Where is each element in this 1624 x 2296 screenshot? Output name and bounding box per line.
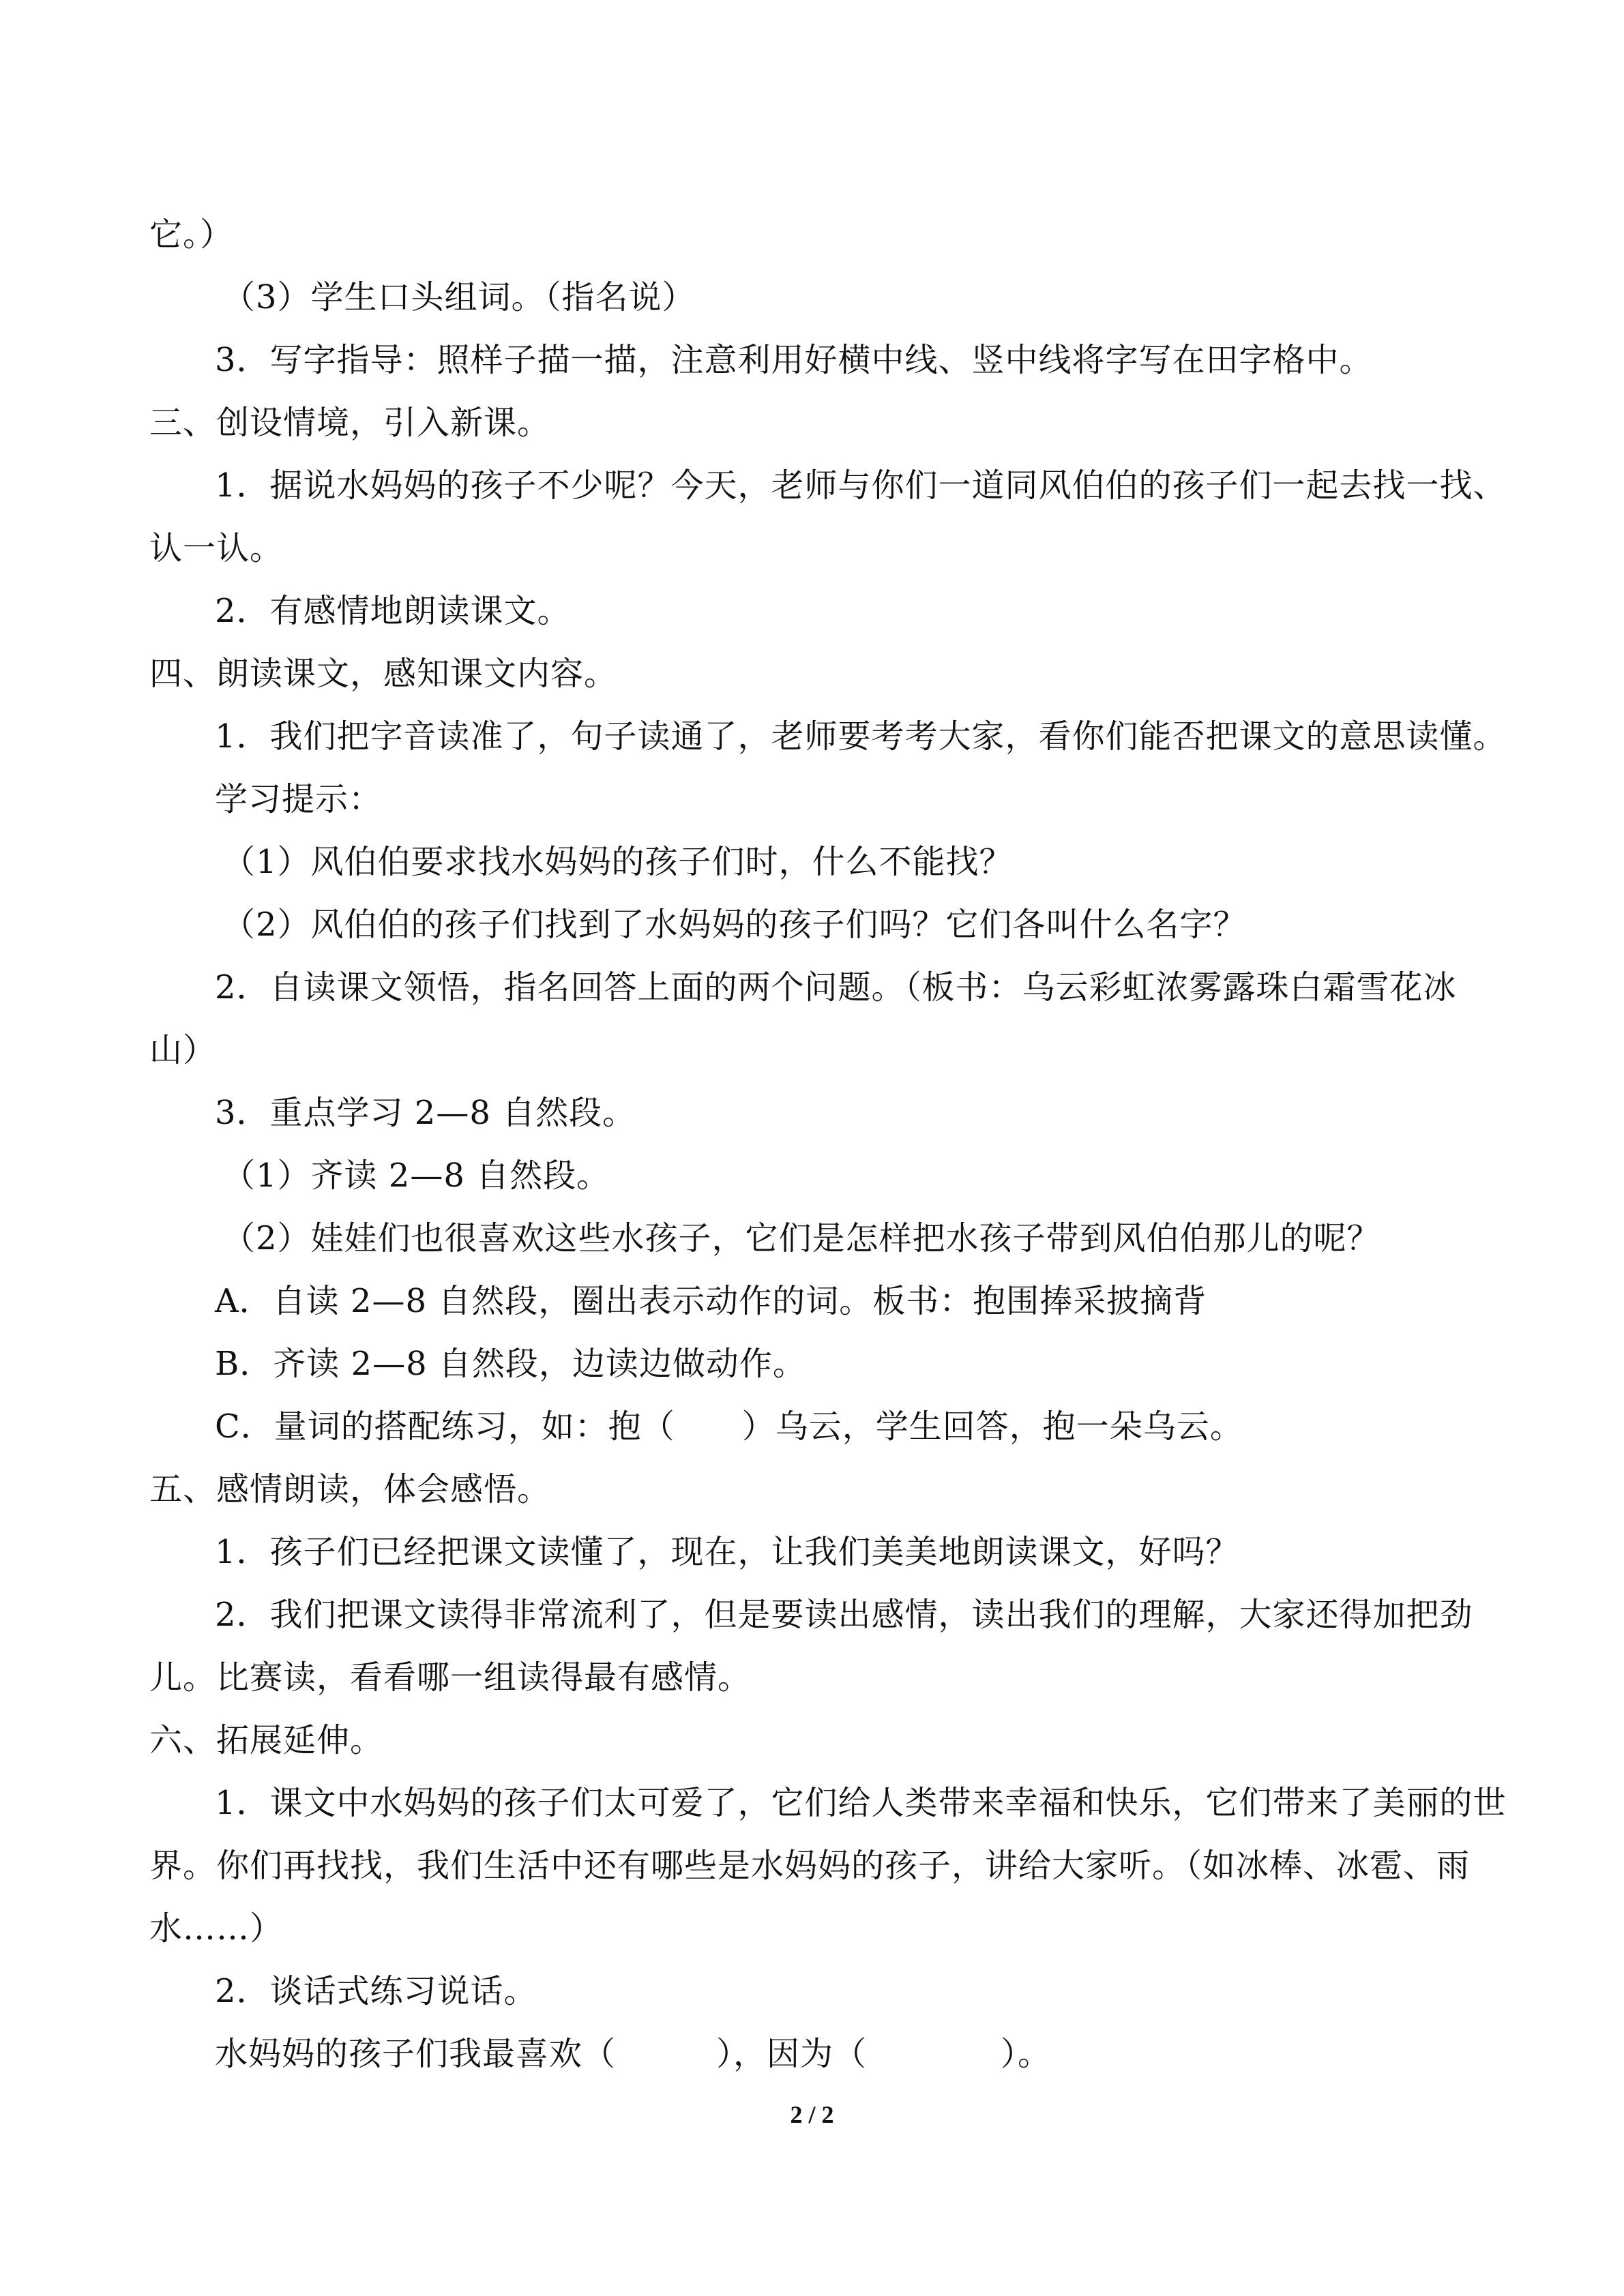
text-line: 1．据说水妈妈的孩子不少呢？今天，老师与你们一道同风伯伯的孩子们一起去找一找、 [215, 466, 1507, 505]
text-line: （2）娃娃们也很喜欢这些水孩子，它们是怎样把水孩子带到风伯伯那儿的呢？ [222, 1219, 1381, 1257]
text-line: B．齐读 2—8 自然段，边读边做动作。 [215, 1345, 806, 1383]
text-line: 山） [149, 1031, 217, 1069]
page-number: 2 / 2 [790, 2101, 834, 2128]
text-line: 1．课文中水妈妈的孩子们太可爱了，它们给人类带来幸福和快乐，它们带来了美丽的世 [215, 1784, 1507, 1822]
text-line: 3．重点学习 2—8 自然段。 [215, 1094, 636, 1132]
text-line: 水……） [149, 1909, 284, 1948]
text-line: （3）学生口头组词。（指名说） [222, 278, 696, 316]
text-line: （1）齐读 2—8 自然段。 [222, 1157, 610, 1195]
text-line: （1）风伯伯要求找水妈妈的孩子们时，什么不能找？ [222, 843, 1013, 881]
text-line: 四、朗读课文，感知课文内容。 [149, 655, 618, 693]
text-line: 2．自读课文领悟，指名回答上面的两个问题。（板书：乌云彩虹浓雾露珠白霜雪花冰 [215, 968, 1457, 1007]
text-line: 五、感情朗读，体会感悟。 [149, 1470, 551, 1508]
text-line: A．自读 2—8 自然段，圈出表示动作的词。板书：抱围捧采披摘背 [215, 1282, 1207, 1320]
text-line: 2．有感情地朗读课文。 [215, 592, 571, 630]
text-line: 2．我们把课文读得非常流利了，但是要读出感情，读出我们的理解，大家还得加把劲 [215, 1596, 1473, 1634]
text-line: （2）风伯伯的孩子们找到了水妈妈的孩子们吗？它们各叫什么名字？ [222, 906, 1247, 944]
text-line: 儿。比赛读，看看哪一组读得最有感情。 [149, 1658, 752, 1697]
text-line: 六、拓展延伸。 [149, 1721, 384, 1759]
text-line: 学习提示： [215, 780, 383, 818]
text-line: 1．我们把字音读准了，句子读通了，老师要考考大家，看你们能否把课文的意思读懂。 [215, 717, 1507, 756]
text-line: 界。你们再找找，我们生活中还有哪些是水妈妈的孩子，讲给大家听。（如冰棒、冰雹、雨 [149, 1847, 1471, 1885]
text-line: 3．写字指导：照样子描一描，注意利用好横中线、竖中线将字写在田字格中。 [215, 341, 1373, 379]
text-line: C．量词的搭配练习，如：抱（ ）乌云，学生回答，抱一朵乌云。 [215, 1407, 1243, 1446]
text-line: 1．孩子们已经把课文读懂了，现在，让我们美美地朗读课文，好吗？ [215, 1533, 1239, 1571]
text-line: 它。） [149, 215, 234, 254]
document-body [149, 203, 1507, 2085]
text-line: 认一认。 [149, 529, 284, 567]
text-line: 三、创设情境，引入新课。 [149, 404, 551, 442]
text-line: 水妈妈的孩子们我最喜欢（ ），因为（ ）。 [215, 2035, 1052, 2073]
text-line: 2．谈话式练习说话。 [215, 1972, 537, 2010]
